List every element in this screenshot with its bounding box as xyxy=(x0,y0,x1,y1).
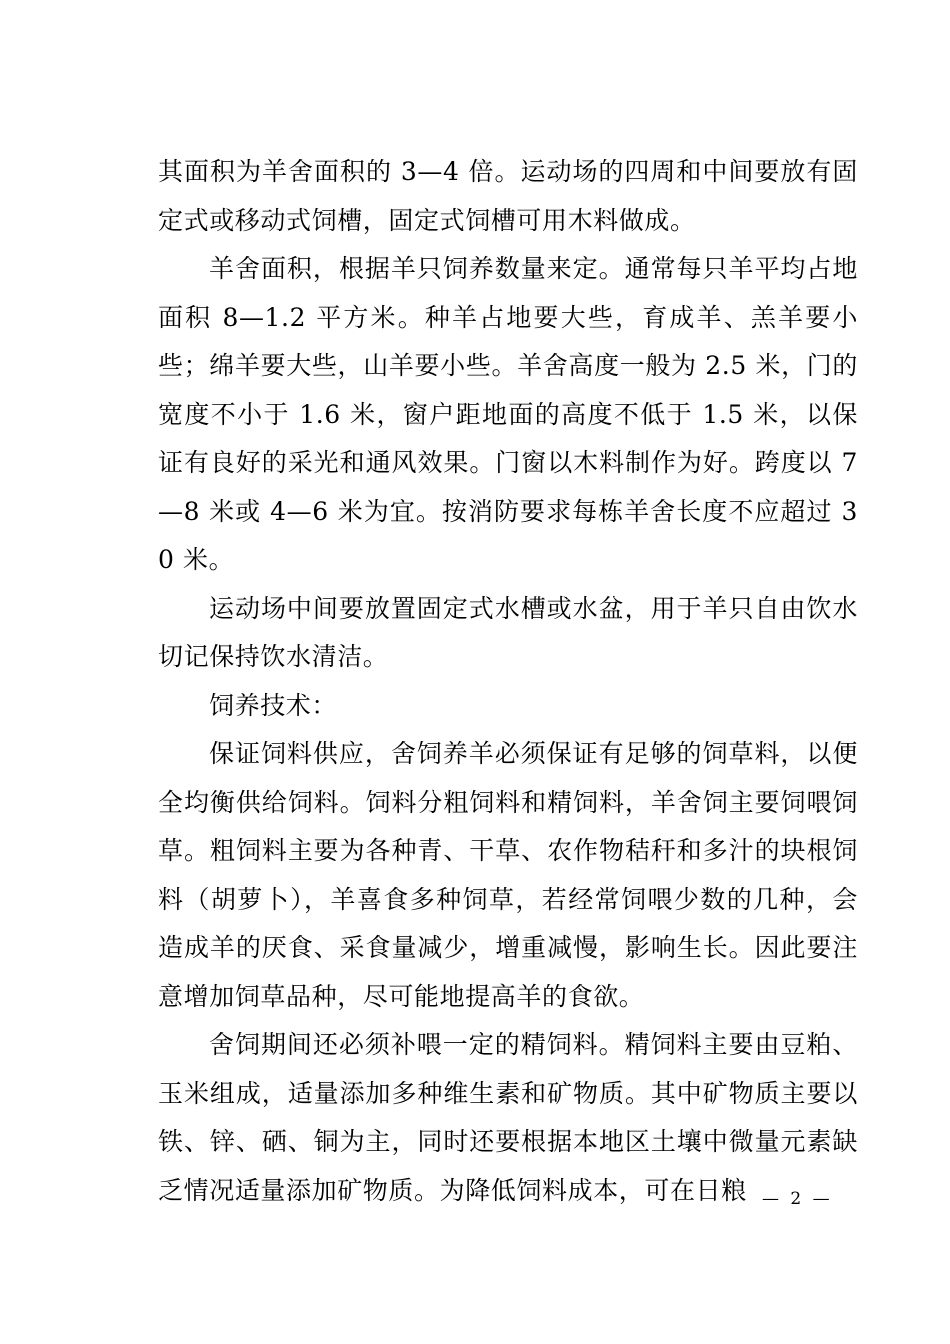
document-body xyxy=(158,148,858,1215)
paragraph-2: 羊舍面积，根据羊只饲养数量来定。通常每只羊平均占地面积 8—1.2 平方米。种羊占地要大些，育成羊、羔羊要小些；绵羊要大些，山羊要小些。羊舍高度一般为 2.5 米，门的宽度不小于 1.6 米，窗户距地面的高度不低于 1.5 米，以保证有良好的采光和通风效果。门窗以木料制作为好。跨度以 7—8 米或 4—6 米为宜。按消防要求每栋羊舍长度不应超过 30 米。 xyxy=(158,254,858,574)
page-number: — 2 — xyxy=(762,1189,833,1209)
section-heading: 饲养技术： xyxy=(209,690,338,720)
paragraph-4: 保证饲料供应，舍饲养羊必须保证有足够的饲草料，以便全均衡供给饲料。饲料分粗饲料和精饲料，羊舍饲主要饲喂饲草。粗饲料主要为各种青、干草、农作物秸秆和多汁的块根饲料（胡萝卜），羊喜食多种饲草，若经常饲喂少数的几种，会造成羊的厌食、采食量减少，增重减慢，影响生长。因此要注意增加饲草品种，尽可能地提高羊的食欲。 xyxy=(158,739,858,1011)
paragraph-3: 运动场中间要放置固定式水槽或水盆，用于羊只自由饮水切记保持饮水清洁。 xyxy=(158,593,858,671)
paragraph-1: 其面积为羊舍面积的 3—4 倍。运动场的四周和中间要放有固定式或移动式饲槽，固定式饲槽可用木料做成。 xyxy=(158,157,858,235)
paragraph-5: 舍饲期间还必须补喂一定的精饲料。精饲料主要由豆粕、玉米组成，适量添加多种维生素和矿物质。其中矿物质主要以铁、锌、硒、铜为主，同时还要根据本地区土壤中微量元素缺乏情况适量添加矿物质。为降低饲料成本，可在日粮 xyxy=(158,1030,858,1205)
